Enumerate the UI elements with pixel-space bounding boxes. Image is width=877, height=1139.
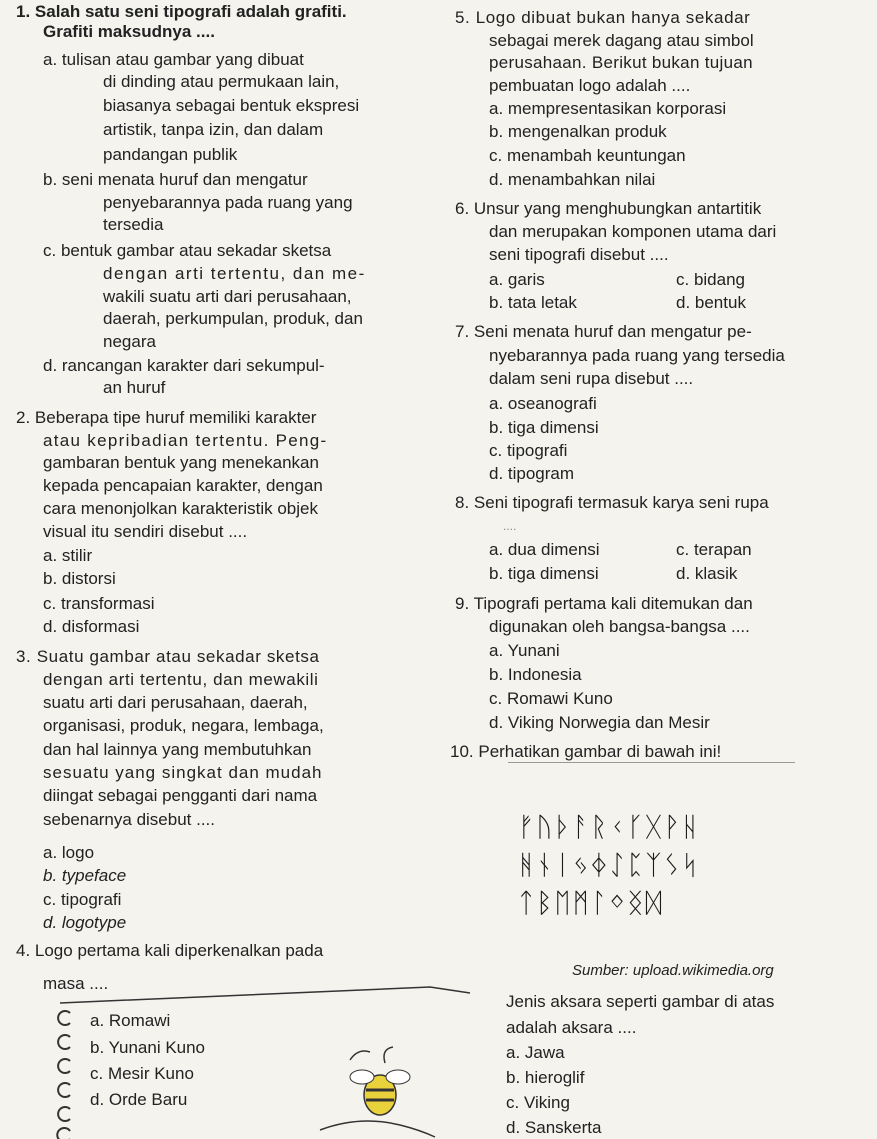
q8-option-a[interactable]: a. dua dimensi — [489, 540, 600, 559]
q1-option-a: di dinding atau permukaan lain, — [103, 72, 340, 91]
q2-stem: 2. Beberapa tipe huruf memiliki karakter — [16, 408, 317, 427]
q10-option-d[interactable]: d. Sanskerta — [506, 1118, 602, 1137]
q2-option-c[interactable]: c. transformasi — [43, 594, 155, 613]
q3-option-d[interactable]: d. logotype — [43, 913, 127, 932]
q1-option-d[interactable]: d. rancangan karakter dari sekumpul- — [43, 356, 325, 375]
q2-stem: visual itu sendiri disebut .... — [43, 522, 248, 541]
q7-stem: 7. Seni menata huruf dan mengatur pe- — [455, 322, 752, 341]
q4-option-d[interactable]: d. Orde Baru — [90, 1090, 188, 1109]
q9-option-a[interactable]: a. Yunani — [489, 641, 560, 660]
q6-option-c[interactable]: c. bidang — [676, 270, 745, 289]
q3-stem: sesuatu yang singkat dan mudah — [43, 763, 323, 782]
bee-icon — [320, 1047, 435, 1137]
q8-option-c[interactable]: c. terapan — [676, 540, 752, 559]
q9-stem: 9. Tipografi pertama kali ditemukan dan — [455, 594, 753, 613]
q1-option-c[interactable]: c. bentuk gambar atau sekadar sketsa — [43, 241, 332, 260]
q10-option-c[interactable]: c. Viking — [506, 1093, 570, 1112]
q3-option-b[interactable]: b. typeface — [43, 866, 127, 885]
q9-stem: digunakan oleh bangsa-bangsa .... — [489, 617, 750, 636]
q6-option-a[interactable]: a. garis — [489, 270, 545, 289]
q9-option-c[interactable]: c. Romawi Kuno — [489, 689, 613, 708]
q1-option-b: penyebarannya pada ruang yang — [103, 193, 353, 212]
q10-stem: 10. Perhatikan gambar di bawah ini! — [450, 742, 722, 761]
q1-option-d: an huruf — [103, 378, 166, 397]
q1-option-a[interactable]: a. tulisan atau gambar yang dibuat — [43, 50, 304, 69]
q10-option-b[interactable]: b. hieroglif — [506, 1068, 585, 1087]
q5-option-d[interactable]: d. menambahkan nilai — [489, 170, 656, 189]
q6-stem: seni tipografi disebut .... — [489, 245, 669, 264]
q2-stem: cara menonjolkan karakteristik objek — [43, 499, 318, 518]
q1-option-c: wakili suatu arti dari perusahaan, — [103, 287, 352, 306]
q1-option-a: pandangan publik — [103, 145, 238, 164]
q4-option-c[interactable]: c. Mesir Kuno — [90, 1064, 194, 1083]
q1-stem: 1. Salah satu seni tipografi adalah grafiti. — [16, 2, 347, 21]
q9-option-b[interactable]: b. Indonesia — [489, 665, 582, 684]
q6-stem: 6. Unsur yang menghubungkan antartitik — [455, 199, 762, 218]
q1-option-b[interactable]: b. seni menata huruf dan mengatur — [43, 170, 308, 189]
q5-option-c[interactable]: c. menambah keuntungan — [489, 146, 686, 165]
q3-stem: suatu arti dari perusahaan, daerah, — [43, 693, 308, 712]
q3-stem: dan hal lainnya yang membutuhkan — [43, 740, 312, 759]
q5-option-a[interactable]: a. mempresentasikan korporasi — [489, 99, 727, 118]
q6-option-d[interactable]: d. bentuk — [676, 293, 746, 312]
rune-row-3: ᛏᛒᛖᛗᛚᛜᛝᛞ — [518, 888, 664, 919]
q6-option-b[interactable]: b. tata letak — [489, 293, 577, 312]
q5-stem: pembuatan logo adalah .... — [489, 76, 691, 95]
q2-option-d[interactable]: d. disformasi — [43, 617, 140, 636]
q2-option-b[interactable]: b. distorsi — [43, 569, 116, 588]
q2-stem: kepada pencapaian karakter, dengan — [43, 476, 323, 495]
q10-stem-2: adalah aksara .... — [506, 1018, 637, 1037]
q7-option-a[interactable]: a. oseanografi — [489, 394, 597, 413]
q2-option-a[interactable]: a. stilir — [43, 546, 93, 565]
q2-stem: gambaran bentuk yang menekankan — [43, 453, 319, 472]
q7-option-b[interactable]: b. tiga dimensi — [489, 418, 599, 437]
rune-row-2: ᚻᚾᛁᛃᛄᛇᛈᛉᛊᛋ — [518, 850, 700, 881]
q1-stem: Grafiti maksudnya .... — [43, 22, 215, 41]
q1-option-a: artistik, tanpa izin, dan dalam — [103, 120, 324, 139]
rune-row-1: ᚠᚢᚦᚨᚱᚲᚴᚷᚹᚺ — [518, 812, 700, 843]
q1-option-c: negara — [103, 332, 156, 351]
q5-option-b[interactable]: b. mengenalkan produk — [489, 122, 667, 141]
q3-stem: dengan arti tertentu, dan mewakili — [43, 670, 319, 689]
q5-stem: 5. Logo dibuat bukan hanya sekadar — [455, 8, 751, 27]
q9-option-d[interactable]: d. Viking Norwegia dan Mesir — [489, 713, 710, 732]
q3-stem: organisasi, produk, negara, lembaga, — [43, 716, 324, 735]
q1-option-c: daerah, perkumpulan, produk, dan — [103, 309, 363, 328]
q2-stem: atau kepribadian tertentu. Peng- — [43, 431, 328, 450]
q8-option-b[interactable]: b. tiga dimensi — [489, 564, 599, 583]
q3-stem: sebenarnya disebut .... — [43, 810, 216, 829]
q4-option-b[interactable]: b. Yunani Kuno — [90, 1038, 206, 1057]
q4-option-a[interactable]: a. Romawi — [90, 1011, 171, 1030]
q1-option-c: dengan arti tertentu, dan me- — [103, 264, 366, 283]
q3-stem: diingat sebagai pengganti dari nama — [43, 786, 318, 805]
q7-stem: nyebarannya pada ruang yang tersedia — [489, 346, 785, 365]
q8-stem: .... — [503, 519, 517, 533]
q3-option-a[interactable]: a. logo — [43, 843, 95, 862]
q3-option-c[interactable]: c. tipografi — [43, 890, 122, 909]
q5-stem: sebagai merek dagang atau simbol — [489, 31, 754, 50]
q4-stem: 4. Logo pertama kali diperkenalkan pada — [16, 941, 324, 960]
q5-stem: perusahaan. Berikut bukan tujuan — [489, 53, 753, 72]
q1-option-a: biasanya sebagai bentuk ekspresi — [103, 96, 360, 115]
q7-option-c[interactable]: c. tipografi — [489, 441, 568, 460]
q10-option-a[interactable]: a. Jawa — [506, 1043, 565, 1062]
q6-stem: dan merupakan komponen utama dari — [489, 222, 777, 241]
q7-stem: dalam seni rupa disebut .... — [489, 369, 694, 388]
q8-option-d[interactable]: d. klasik — [676, 564, 738, 583]
q4-stem: masa .... — [43, 974, 109, 993]
notebook-illustration — [0, 985, 520, 1139]
q8-stem: 8. Seni tipografi termasuk karya seni rupa — [455, 493, 769, 512]
q3-stem: 3. Suatu gambar atau sekadar sketsa — [16, 647, 320, 666]
q10-stem-2: Jenis aksara seperti gambar di atas — [506, 992, 775, 1011]
image-source: Sumber: upload.wikimedia.org — [572, 962, 774, 979]
q7-option-d[interactable]: d. tipogram — [489, 464, 575, 483]
q1-option-b: tersedia — [103, 215, 164, 234]
